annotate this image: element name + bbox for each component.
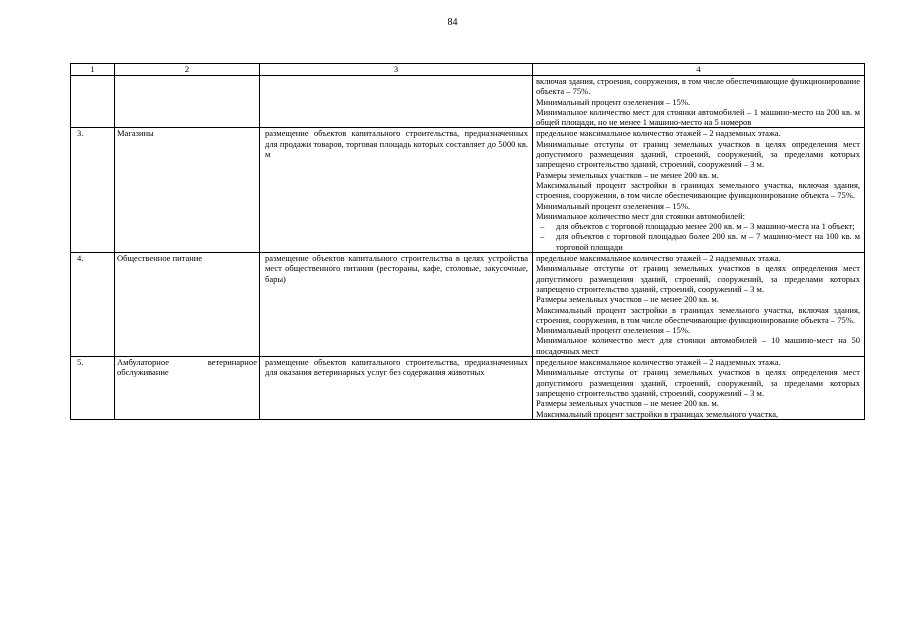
parameters-cell bbox=[533, 76, 865, 128]
parameter-text: Минимальное количество мест для стоянки автомобилей – 1 машино-место на 200 кв. м общей площади, но не менее 1 машино-место на 5 номеров bbox=[536, 106, 860, 128]
column-header: 3 bbox=[260, 64, 533, 76]
parameters-cell bbox=[533, 253, 865, 357]
parameter-text: Максимальный процент застройки в границах земельного участка, включая здания, строения, сооружения, в том числе обеспечивающие функционирование объекта – 75%. bbox=[536, 304, 860, 325]
list-item-text: для объектов с торговой площадью более 200 кв. м – 7 машино-мест на 100 кв. м торговой площади bbox=[556, 231, 860, 252]
parameter-text: Минимальные отступы от границ земельных участков в целях определения мест допустимого размещения зданий, строений, сооружений, за пределами которых запрещено строительство зданий, строений, сооружений – 3 м. bbox=[536, 367, 860, 398]
row-number: 3. bbox=[71, 128, 115, 253]
parameter-text: Размеры земельных участков – не менее 200 кв. м. bbox=[536, 398, 719, 409]
parameters-cell bbox=[533, 128, 865, 253]
row-number bbox=[71, 76, 115, 128]
row-number: 4. bbox=[71, 253, 115, 357]
table-row bbox=[71, 253, 865, 357]
list-item bbox=[536, 221, 860, 231]
parameter-text: Минимальное количество мест для стоянки автомобилей – 10 машино-мест на 50 посадочных мест bbox=[536, 335, 860, 356]
parameter-text: Размеры земельных участков – не менее 200 кв. м. bbox=[536, 169, 719, 180]
parameter-text: предельное максимальное количество этажей – 2 надземных этажа. bbox=[536, 357, 781, 368]
use-type-name: Магазины bbox=[115, 128, 260, 253]
table-header-row bbox=[71, 64, 865, 76]
parameter-text: Размеры земельных участков – не менее 200 кв. м. bbox=[536, 294, 719, 305]
parameter-text: Минимальные отступы от границ земельных участков в целях определения мест допустимого размещения зданий, строений, сооружений, за пределами которых запрещено строительство зданий, строений, сооружений – 3 м. bbox=[536, 138, 860, 170]
parameters-cell bbox=[533, 357, 865, 420]
parameter-text: предельное максимальное количество этажей – 2 надземных этажа. bbox=[536, 128, 781, 139]
dash-bullet-icon: – bbox=[540, 231, 545, 242]
list-item bbox=[536, 231, 860, 252]
column-header: 2 bbox=[115, 64, 260, 76]
use-type-description: размещение объектов капитального строительства, предназначенных для оказания ветеринарных услуг без содержания животных bbox=[260, 357, 533, 420]
dash-bullet-icon: – bbox=[540, 221, 545, 232]
parameter-text: Минимальные отступы от границ земельных участков в целях определения мест допустимого размещения зданий, строений, сооружений, за пределами которых запрещено строительство зданий, строений, сооружений – 3 м. bbox=[536, 263, 860, 294]
column-header: 4 bbox=[533, 64, 865, 76]
use-type-name bbox=[115, 76, 260, 128]
use-type-description: размещение объектов капитального строительства, предназначенных для продажи товаров, торговая площадь которых составляет до 5000 кв. м bbox=[260, 128, 533, 253]
list-item-text: для объектов с торговой площадью менее 200 кв. м – 3 машино-места на 1 объект; bbox=[556, 221, 855, 232]
parameter-text: Минимальный процент озеленения – 15%. bbox=[536, 200, 691, 211]
table-row bbox=[71, 128, 865, 253]
table-row bbox=[71, 357, 865, 420]
table-row bbox=[71, 76, 865, 128]
use-type-description: размещение объектов капитального строительства в целях устройства мест общественного питания (рестораны, кафе, столовые, закусочные, бары) bbox=[260, 253, 533, 357]
use-type-name: Амбулаторное ветеринарное обслуживание bbox=[115, 357, 260, 420]
parameter-text: Минимальный процент озеленения – 15%. bbox=[536, 325, 691, 336]
page-number: 84 bbox=[447, 17, 458, 28]
use-type-description bbox=[260, 76, 533, 128]
parameter-text: Минимальное количество мест для стоянки автомобилей: bbox=[536, 210, 745, 221]
row-number: 5. bbox=[71, 357, 115, 420]
column-header: 1 bbox=[71, 64, 115, 76]
parameter-text: Минимальный процент озеленения – 15%. bbox=[536, 96, 691, 107]
parameter-text: предельное максимальное количество этажей – 2 надземных этажа. bbox=[536, 253, 781, 264]
zoning-table bbox=[70, 63, 865, 420]
parameter-text: Максимальный процент застройки в границах земельного участка, включая здания, строения, сооружения, в том числе обеспечивающие функционирование объекта – 75%. bbox=[536, 179, 860, 201]
parameter-text: включая здания, строения, сооружения, в том числе обеспечивающие функционирование объекта – 75%. bbox=[536, 76, 860, 97]
parameter-text: Максимальный процент застройки в границах земельного участка, bbox=[536, 408, 779, 419]
use-type-name: Общественное питание bbox=[115, 253, 260, 357]
